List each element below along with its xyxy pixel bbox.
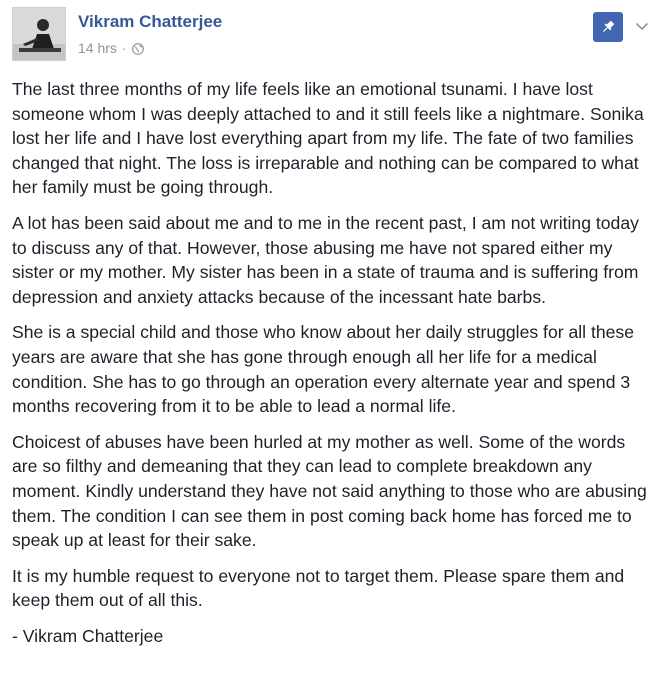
post-paragraph: She is a special child and those who know about her daily struggles for all these years are aware that she has gone through enough all her life for a medical condition. She has to go through an operation every alternate year and spend 3 months recovering from it to be able to lead a normal life. [12, 322, 635, 417]
post-paragraph: The last three months of my life feels like an emotional tsunami. I have lost someone whom I was deeply attached to and it still feels like a nightmare. Sonika lost her life and I have lost everything apart from my life. The fate of two families changed that night. The loss is irreparable and nothing can be compared to what her family must be going through. [12, 79, 644, 198]
post-paragraph: Choicest of abuses have been hurled at my mother as well. Some of the words are so filthy and demeaning that they can lead to complete breakdown any moment. Kindly understand they have not said anything to those who are abusing them. The condition I can see them in post coming back home has forced me to speak up at least for their sake. [12, 431, 647, 551]
post-body [12, 77, 652, 659]
post-paragraph: It is my humble request to everyone not to target them. Please spare them and keep them out of all this. [12, 565, 625, 611]
post-paragraph: A lot has been said about me and to me in the recent past, I am not writing today to discuss any of that. However, those abusing me have not spared either my sister or my mother. My sister has been in a state of trauma and is suffering from depression and anxiety attacks because of the incessant hate barbs. [12, 212, 639, 307]
pin-button[interactable] [593, 12, 623, 42]
post-header [12, 7, 652, 63]
meta-separator: · [121, 40, 127, 56]
post-timestamp[interactable]: 14 hrs [78, 40, 117, 56]
globe-icon[interactable] [132, 42, 144, 54]
chevron-down-icon[interactable] [633, 17, 651, 35]
pin-icon [600, 19, 616, 35]
author-name-link[interactable]: Vikram Chatterjee [78, 12, 223, 31]
post-signature: - Vikram Chatterjee [12, 625, 164, 646]
avatar[interactable] [12, 7, 66, 61]
post-meta [78, 40, 144, 56]
